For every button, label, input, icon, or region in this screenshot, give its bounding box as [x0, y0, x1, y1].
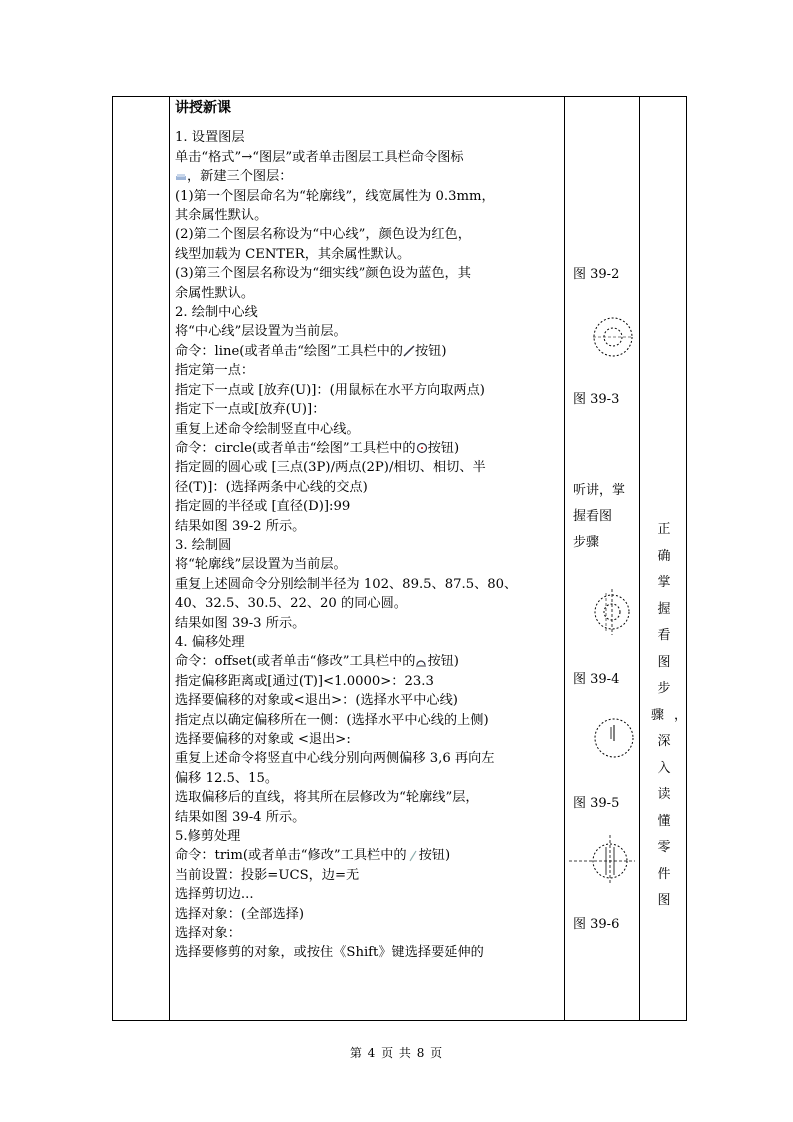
text-line: 选择要偏移的对象或<退出>：(选择水平中心线)	[175, 693, 458, 709]
text-line: 2. 绘制中心线	[175, 305, 258, 321]
column-divider	[169, 97, 170, 1020]
goal-text: 正 确	[657, 522, 681, 564]
figure-39-5-drawing	[591, 715, 637, 761]
goal-text: 深 入	[657, 734, 681, 776]
text-line: 选择要偏移的对象或 <退出>:	[175, 732, 351, 747]
text-line: 指定圆的半径或 [直径(D)]:99	[175, 499, 351, 515]
text-line: 1. 设置图层	[175, 130, 245, 146]
text-line: 5.修剪处理	[175, 829, 241, 845]
text-line: (1)第一个图层命名为“轮廓线”，线宽属性为 0.3mm，	[175, 188, 495, 204]
layer-icon	[175, 171, 187, 183]
text-line: 重复上述圆命令分别绘制半径为 102、89.5、87.5、80、	[175, 576, 518, 592]
text-line: 命令：line(或者单击“绘图”工具栏中的 按钮)	[175, 343, 447, 359]
text-line: 指定点以确定偏移所在一侧：(选择水平中心线的上侧)	[175, 712, 489, 728]
text-line: 线型加载为 CENTER，其余属性默认。	[175, 246, 411, 262]
text-line: 选择对象：	[175, 926, 241, 942]
goal-text: 步	[657, 681, 681, 696]
figure-label: 图 39-3	[573, 392, 620, 407]
text-line: 结果如图 39-2 所示。	[175, 518, 306, 534]
text-line: 40、32.5、30.5、22、20 的同心圆。	[175, 596, 407, 612]
text-line: 其余属性默认。	[175, 208, 268, 224]
text-line: 指定偏移距离或[通过(T)]<1.0000>：23.3	[175, 673, 434, 689]
text-line: (3)第三个图层名称设为“细实线”颜色设为蓝色，其	[175, 266, 471, 282]
text-line: 余属性默认。	[175, 285, 255, 301]
text-line: 将“中心线”层设置为当前层。	[175, 324, 347, 340]
figure-label: 图 39-4	[573, 672, 620, 687]
text-line: 当前设置：投影=UCS，边=无	[175, 867, 360, 883]
text-line: 径(T)]：(选择两条中心线的交点)	[175, 479, 368, 495]
goal-text: 图	[657, 893, 681, 908]
figure-39-2-drawing	[591, 315, 635, 359]
text-line: 命令：circle(或者单击“绘图”工具栏中的 按钮)	[175, 440, 460, 456]
text-line: 指定第一点：	[175, 363, 255, 379]
note-line: 步骤	[573, 535, 600, 550]
note-line: 握看图	[573, 509, 613, 524]
text-line: 选择要修剪的对象，或按住《Shift》键选择要延伸的	[175, 945, 484, 961]
text-line: 结果如图 39-4 所示。	[175, 809, 306, 825]
text-line: 重复上述命令绘制竖直中心线。	[175, 421, 360, 437]
column-divider	[639, 97, 640, 1020]
note-line: 听讲，掌	[573, 483, 626, 498]
text-line: 指定下一点或 [放弃(U)]：(用鼠标在水平方向取两点)	[175, 382, 485, 398]
lesson-content	[171, 97, 563, 1019]
text-line: 结果如图 39-3 所示。	[175, 615, 306, 631]
trim-icon	[407, 850, 419, 862]
text-line: 选取偏移后的直线，将其所在层修改为“轮廓线”层，	[175, 790, 479, 806]
text-line: 重复上述命令将竖直中心线分别向两侧偏移 3,6 再向左	[175, 751, 495, 767]
goal-text: 读 懂	[657, 787, 681, 829]
text-line: 命令：trim(或者单击“修改”工具栏中的 按钮)	[175, 848, 451, 864]
text-line: 4. 偏移处理	[175, 634, 245, 650]
text-line: 选择剪切边...	[175, 887, 254, 903]
line-icon	[403, 345, 415, 357]
text-line: 将“轮廓线”层设置为当前层。	[175, 557, 347, 573]
goal-column	[641, 517, 698, 915]
text-line: 选择对象：(全部选择)	[175, 906, 304, 922]
goal-text: 看 图	[657, 628, 681, 670]
text-line: 3. 绘制圆	[175, 537, 232, 553]
page-footer: 第 4 页 共 8 页	[349, 1046, 444, 1060]
goal-text: 零 件	[657, 840, 681, 882]
goal-text: 骤，	[651, 707, 698, 723]
figure-label: 图 39-5	[573, 796, 620, 811]
figure-label: 图 39-2	[573, 267, 620, 282]
text-line: 指定下一点或[放弃(U)]：	[175, 402, 326, 418]
text-line: 命令：offset(或者单击“修改”工具栏中的 按钮)	[175, 654, 459, 670]
section-title: 讲授新课	[175, 100, 231, 116]
column-divider	[564, 97, 565, 1020]
offset-icon	[415, 656, 427, 668]
text-line: 单击“格式”→“图层”或者单击图层工具栏命令图标	[175, 149, 464, 165]
text-line: (2)第二个图层名称设为“中心线”，颜色设为红色，	[175, 227, 471, 243]
goal-text: 掌 握	[657, 575, 681, 617]
text-line: 偏移 12.5、15。	[175, 770, 279, 786]
text-line: 指定圆的圆心或 [三点(3P)/两点(2P)/相切、相切、半	[175, 460, 486, 476]
note-text	[573, 478, 633, 556]
figure-label: 图 39-6	[573, 917, 620, 932]
lesson-table	[112, 96, 698, 1021]
figure-39-6-drawing	[569, 831, 635, 887]
text-line: ，新建三个图层：	[175, 167, 563, 186]
figure-39-4-drawing	[587, 587, 637, 637]
circle-icon	[416, 442, 428, 454]
